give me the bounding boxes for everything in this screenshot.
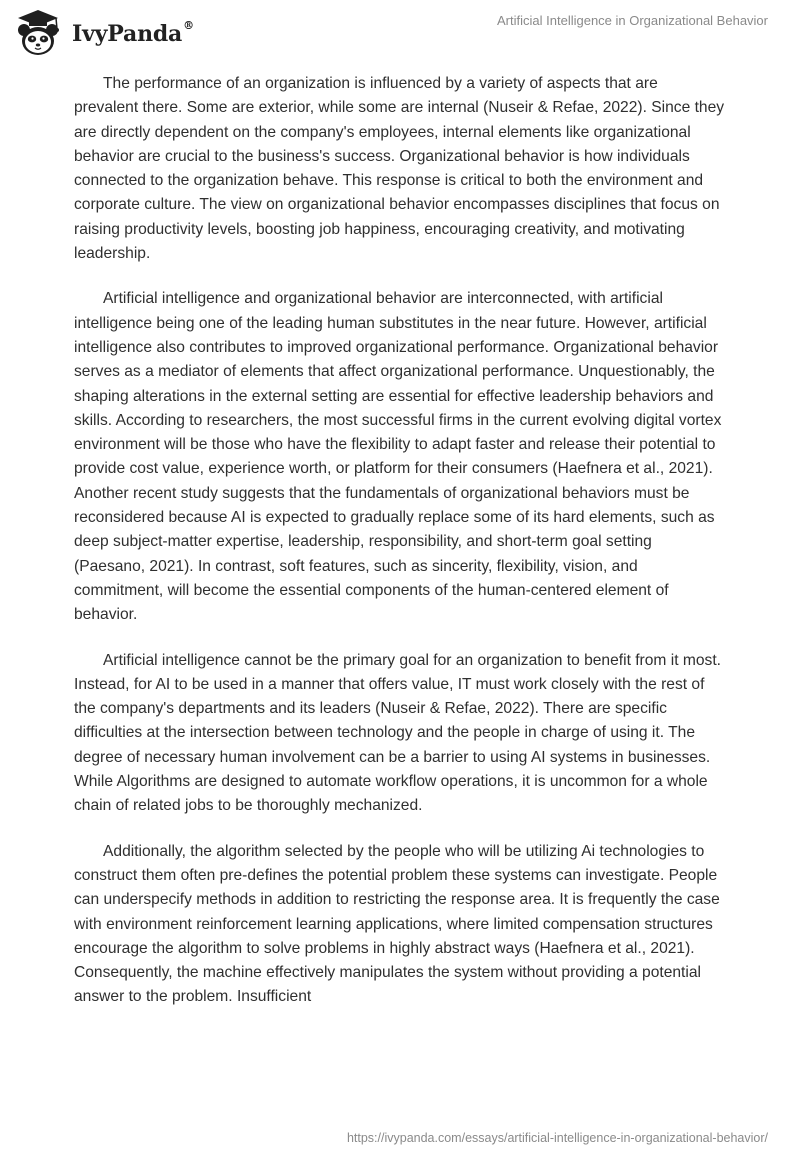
panda-graduate-icon bbox=[12, 8, 64, 58]
essay-body bbox=[74, 72, 726, 1031]
document-title: Artificial Intelligence in Organizational Behavior bbox=[497, 13, 768, 28]
registered-mark: ® bbox=[183, 19, 194, 32]
page-header bbox=[0, 0, 800, 62]
brand-name: IvyPanda® bbox=[72, 19, 194, 47]
paragraph: The performance of an organization is influenced by a variety of aspects that are prevalent there. Some are exterior, while some are internal (Nuseir & Refae, 2022). Since they are directly dependent on the company's employees, internal elements like organizational behavior are crucial to the business's success. Organizational behavior is how individuals connected to the organization behave. This response is critical to both the environment and corporate culture. The view on organizational behavior encompasses disciplines that focus on raising productivity levels, boosting job happiness, encouraging creativity, and motivating leadership. bbox=[74, 75, 725, 263]
paragraph: Artificial intelligence cannot be the primary goal for an organization to benefit from it most. Instead, for AI to be used in a manner that offers value, IT must work closely with the rest of the company's departments and its leaders (Nuseir & Refae, 2022). There are specific difficulties at the intersection between technology and the people in charge of using it. The degree of necessary human involvement can be a barrier to using AI systems in businesses. While Algorithms are designed to automate workflow operations, it is uncommon for a whole chain of related jobs to be thoroughly mechanized. bbox=[74, 651, 722, 815]
paragraph: Artificial intelligence and organizational behavior are interconnected, with artificial intelligence being one of the leading human substitutes in the near future. However, artificial intelligence also contributes to improved organizational performance. Organizational behavior serves as a mediator of elements that affect organizational performance. Unquestionably, the shaping alterations in the external setting are essential for effective leadership behaviors and skills. According to researchers, the most successful firms in the current evolving digital vortex environment will be those who have the flexibility to adapt faster and release their potential to provide cost value, experience worth, or platform for their consumers (Haefnera et al., 2021). Another recent study suggests that the fundamentals of organizational behaviors must be reconsidered because AI is expected to gradually replace some of its hard elements, such as deep subject-matter expertise, leadership, responsibility, and short-term goal setting (Paesano, 2021). In contrast, soft features, such as sincerity, flexibility, vision, and commitment, will become the essential components of the human-centered element of behavior. bbox=[74, 290, 722, 624]
source-url[interactable]: https://ivypanda.com/essays/artificial-intelligence-in-organizational-behavior/ bbox=[346, 1131, 768, 1145]
brand-logo[interactable] bbox=[12, 8, 194, 58]
paragraph: Additionally, the algorithm selected by the people who will be utilizing Ai technologies to construct them often pre-defines the potential problem these systems can investigate. People can underspecify methods in addition to restricting the response area. It is frequently the case with environment reinforcement learning applications, where limited compensation structures encourage the algorithm to solve problems in highly abstract ways (Haefnera et al., 2021). Consequently, the machine effectively manipulates the system without providing a potential answer to the problem. Insufficient bbox=[74, 842, 720, 1006]
